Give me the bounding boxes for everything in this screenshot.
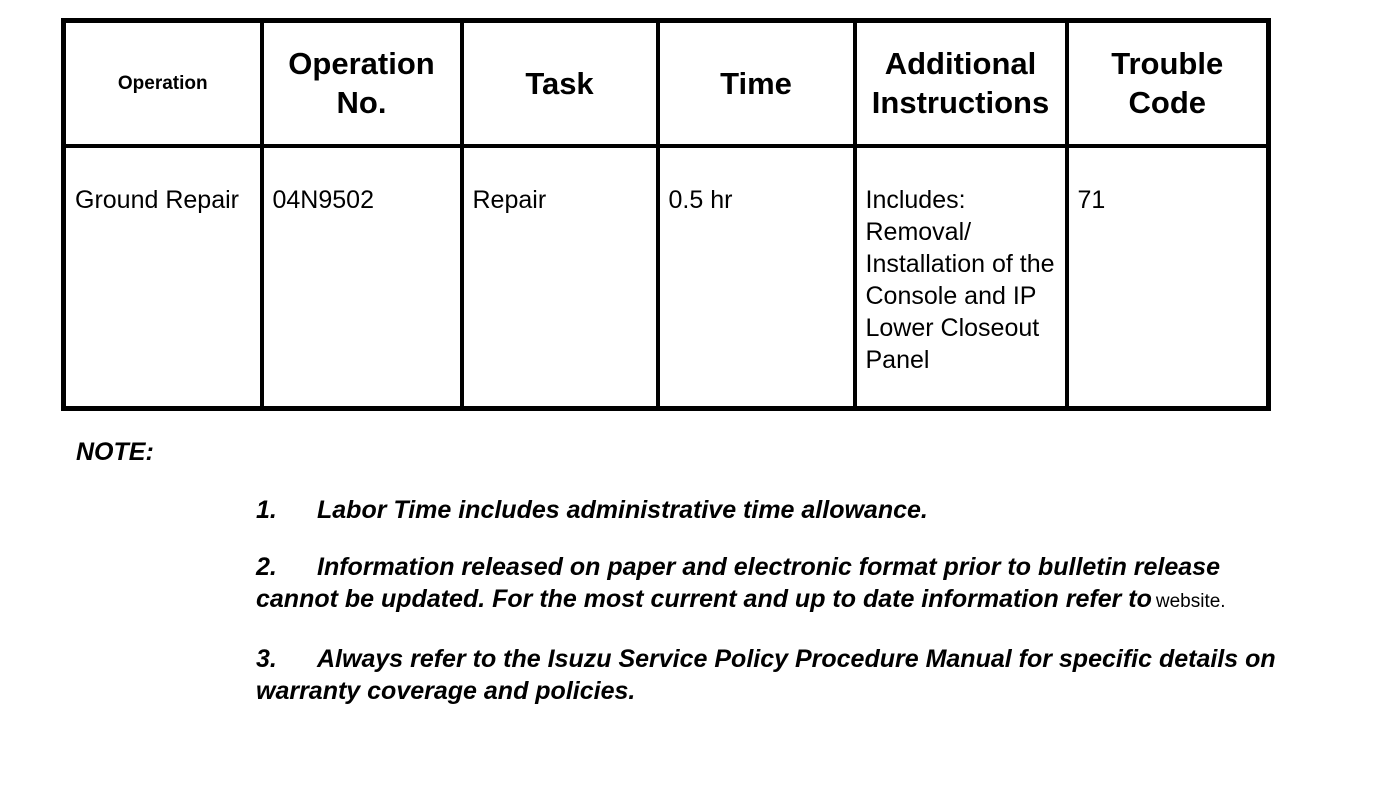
header-operation-no: Operation No. <box>262 21 462 146</box>
note-text: Information released on paper and electronic format prior to bulletin release cannot be updated. For the most current and up to date information refer to <box>256 553 1220 613</box>
note-list <box>256 494 1296 732</box>
labor-operation-table <box>61 18 1271 411</box>
note-item <box>256 494 1296 526</box>
note-item <box>256 551 1296 618</box>
note-number: 1. <box>256 496 277 524</box>
cell-additional-instructions: Includes: Removal/ Installation of the Console and IP Lower Closeout Panel <box>855 146 1067 409</box>
note-text: Labor Time includes administrative time allowance. <box>317 496 928 524</box>
website-text: website. <box>1155 591 1226 612</box>
cell-operation-no: 04N9502 <box>262 146 462 409</box>
note-number: 3. <box>256 645 277 673</box>
cell-trouble-code: 71 <box>1067 146 1269 409</box>
header-trouble-code: Trouble Code <box>1067 21 1269 146</box>
table-row <box>64 146 1269 409</box>
header-task: Task <box>462 21 658 146</box>
table-header-row <box>64 21 1269 146</box>
header-additional-instructions: Additional Instructions <box>855 21 1067 146</box>
header-time: Time <box>658 21 855 146</box>
cell-time: 0.5 hr <box>658 146 855 409</box>
note-text: Always refer to the Isuzu Service Policy Procedure Manual for specific details on warranty coverage and policies. <box>256 645 1276 705</box>
header-operation: Operation <box>64 21 262 146</box>
note-title: NOTE: <box>76 438 154 466</box>
note-item <box>256 643 1296 707</box>
cell-operation: Ground Repair <box>64 146 262 409</box>
cell-task: Repair <box>462 146 658 409</box>
note-number: 2. <box>256 553 277 581</box>
